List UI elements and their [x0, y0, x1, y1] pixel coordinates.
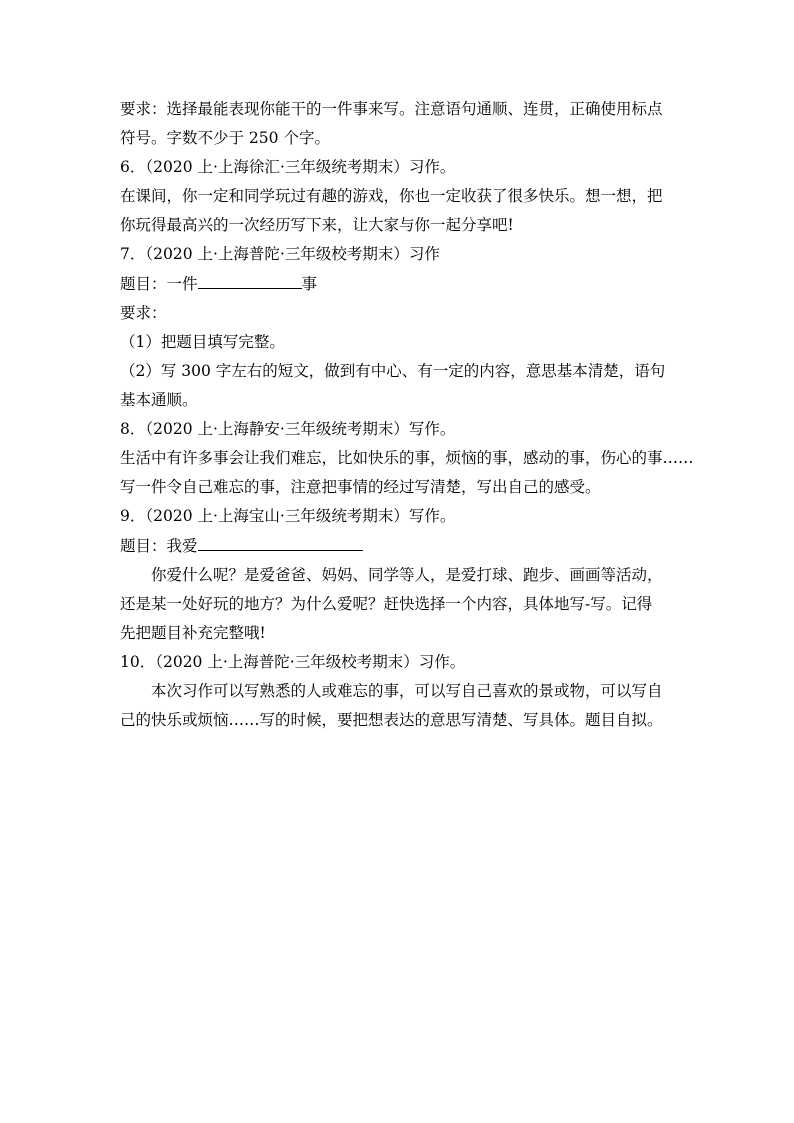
q5-requirement-line-1: 要求：选择最能表现你能干的一件事来写。注意语句通顺、连贯，正确使用标点	[120, 100, 663, 118]
q9-title-blank	[198, 531, 363, 551]
q10-heading: 10．（2020 上·上海普陀·三年级校考期末）习作。	[120, 653, 466, 671]
q7-title-prefix: 题目：一件	[120, 275, 198, 293]
q7-heading: 7．（2020 上·上海普陀·三年级校考期末）习作	[120, 245, 440, 263]
q10-prompt-line-1: 本次习作可以写熟悉的人或难忘的事，可以写自己喜欢的景或物，可以写自	[151, 682, 663, 700]
q9-heading: 9．（2020 上·上海宝山·三年级统考期末）写作。	[120, 507, 456, 525]
q7-requirement-2-line-1: （2）写 300 字左右的短文，做到有中心、有一定的内容，意思基本清楚，语句	[120, 362, 666, 380]
q8-prompt-line-2: 写一件令自己难忘的事，注意把事情的经过写清楚，写出自己的感受。	[120, 478, 601, 496]
document-body	[120, 95, 694, 735]
q10-prompt-line-2: 己的快乐或烦恼……写的时候，要把想表达的意思写清楚、写具体。题目自拟。	[120, 711, 663, 729]
q7-requirement-1: （1）把题目填写完整。	[120, 333, 285, 351]
q9-prompt-line-3: 先把题目补充完整哦!	[120, 624, 266, 642]
q5-requirement-line-2: 符号。字数不少于 250 个字。	[120, 129, 330, 147]
q7-title-line	[120, 269, 680, 299]
q9-title-prefix: 题目：我爱	[120, 537, 198, 555]
q6-prompt-line-1: 在课间，你一定和同学玩过有趣的游戏，你也一定收获了很多快乐。想一想，把	[120, 187, 663, 205]
q8-heading: 8．（2020 上·上海静安·三年级统考期末）写作。	[120, 420, 456, 438]
q9-prompt-line-2: 还是某一处好玩的地方？为什么爱呢？赶快选择一个内容，具体地写-写。记得	[120, 595, 653, 613]
q7-requirement-label: 要求：	[120, 304, 167, 322]
q7-title-blank	[198, 269, 302, 289]
q7-requirement-2-line-2: 基本通顺。	[120, 391, 198, 409]
q7-title-suffix: 事	[301, 275, 318, 293]
q9-title-line	[120, 531, 680, 561]
q8-prompt-line-1: 生活中有许多事会让我们难忘，比如快乐的事，烦恼的事，感动的事，伤心的事……	[120, 449, 694, 467]
q9-prompt-line-1: 你爱什么呢？是爱爸爸、妈妈、同学等人，是爱打球、跑步、画画等活动，	[151, 566, 663, 584]
q6-prompt-line-2: 你玩得最高兴的一次经历写下来，让大家与你一起分享吧!	[120, 216, 514, 234]
q6-heading: 6．（2020 上·上海徐汇·三年级统考期末）习作。	[120, 158, 456, 176]
